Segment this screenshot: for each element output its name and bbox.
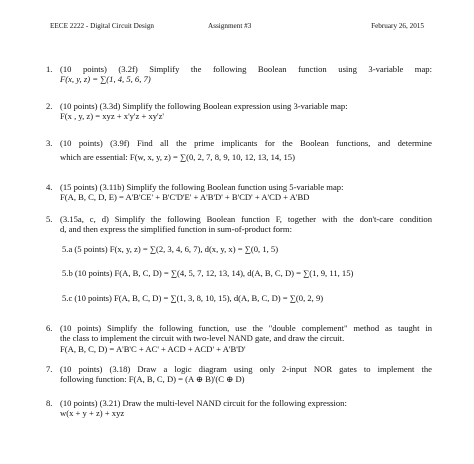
problem-text: (3.15a, c, d) Simplify the following Boolean function F, together with the don't-care condition <box>60 214 432 224</box>
problem-expression: F(x , y, z) = xyz + x'y'z + xy'z' <box>60 111 164 122</box>
problem-number: 2. <box>46 101 53 111</box>
problem-number: 8. <box>46 398 53 408</box>
subpart-5a: 5.a (5 points) F(x, y, z) = ∑(2, 3, 4, 6, 7), d(x, y, x) = ∑(0, 1, 5) <box>62 244 279 254</box>
problem-number: 4. <box>46 182 53 192</box>
problem-number: 7. <box>46 364 53 374</box>
problem-expression: F(x, y, z) = ∑(1, 4, 5, 6, 7) <box>60 74 151 85</box>
assignment-date: February 26, 2015 <box>371 22 424 30</box>
problem-expression: following function: F(A, B, C, D) = (A ⊕ B)'(C ⊕ D) <box>60 374 245 385</box>
problem-text: (10 points) (3.9f) Find all the prime implicants for the Boolean functions, and determine <box>60 138 432 148</box>
problem-number: 5. <box>46 214 53 224</box>
problem-number: 3. <box>46 138 53 148</box>
problem-text: the class to implement the circuit with two-level NAND gate, and draw the circuit. <box>60 333 345 344</box>
problem-text: (10 points) Simplify the following function, use the "double complement" method as taught in <box>60 323 432 333</box>
problem-text: (10 points) (3.3d) Simplify the following Boolean expression using 3-variable map: <box>60 101 348 111</box>
problem-expression: F(A, B, C, D) = A'B'C + AC' + ACD + ACD' + A'B'D' <box>60 343 246 354</box>
problem-number: 1. <box>46 64 53 74</box>
problem-number: 6. <box>46 323 53 333</box>
problem-text: (10 points) (3.2f) Simplify the following Boolean function using 3-variable map: <box>60 64 432 74</box>
subpart-5c: 5.c (10 points) F(A, B, C, D) = ∑(1, 3, 8, 10, 15), d(A, B, C, D) = ∑(0, 2, 9) <box>62 293 324 303</box>
problem-expression: F(A, B, C, D, E) = A'B'CE' + B'C'D'E' + A'B'D' + B'CD' + A'CD + A'BD <box>60 192 310 203</box>
problem-text: (15 points) (3.11b) Simplify the following Boolean function using 5-variable map: <box>60 182 344 192</box>
problem-expression: which are essential: F(w, x, y, z) = ∑(0, 2, 7, 8, 9, 10, 12, 13, 14, 15) <box>60 152 295 163</box>
problem-text: (10 points) (3.21) Draw the multi-level NAND circuit for the following expression: <box>60 398 347 408</box>
problem-expression: w(x + y + z) + xyz <box>60 408 125 419</box>
page-header <box>50 22 424 34</box>
problem-text: d, and then express the simplified function in sum-of-product form: <box>60 224 292 235</box>
assignment-title: Assignment #3 <box>208 22 252 30</box>
course-title: EECE 2222 - Digital Circuit Design <box>50 22 155 30</box>
subpart-5b: 5.b (10 points) F(A, B, C, D) = ∑(4, 5, 7, 12, 13, 14), d(A, B, C, D) = ∑(1, 9, 11, 15) <box>62 268 354 278</box>
problem-text: (10 points) (3.18) Draw a logic diagram using only 2-input NOR gates to implement the <box>60 364 432 374</box>
